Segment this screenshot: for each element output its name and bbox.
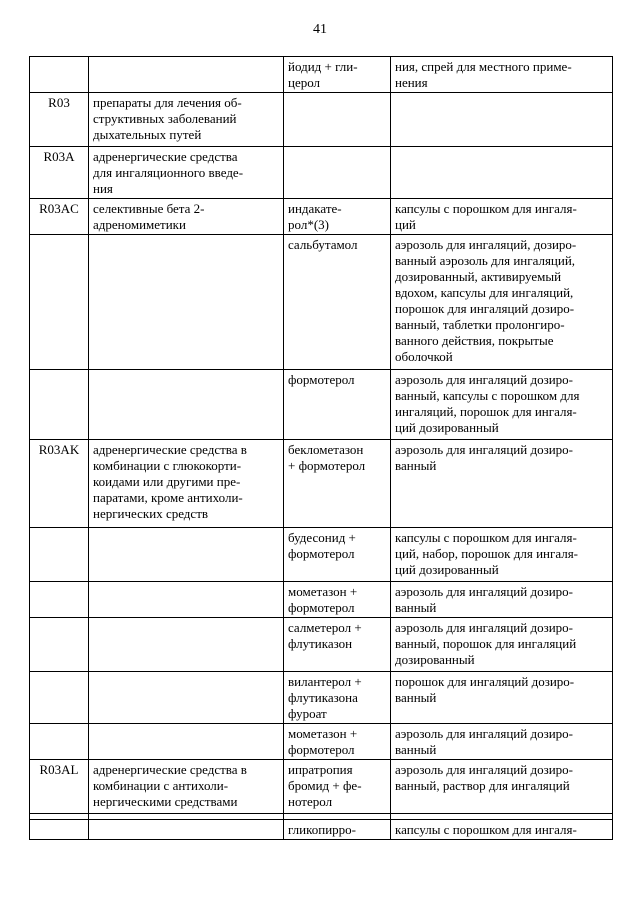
- atc-code-cell: [30, 235, 89, 370]
- table-row: [30, 370, 613, 440]
- drug-name-cell: беклометазон + формотерол: [284, 440, 391, 528]
- page-number: 41: [313, 22, 327, 37]
- drug-name-cell: формотерол: [284, 370, 391, 440]
- anatomical-group-cell: [89, 618, 284, 672]
- dosage-form-cell: [391, 93, 613, 147]
- table-row: [30, 199, 613, 235]
- dosage-form-cell: аэрозоль для ингаляций дозиро- ванный, порошок для ингаляций дозированный: [391, 618, 613, 672]
- anatomical-group-cell: [89, 370, 284, 440]
- atc-code-cell: R03AL: [30, 760, 89, 814]
- atc-code-cell: [30, 724, 89, 760]
- drug-name-cell: мометазон + формотерол: [284, 582, 391, 618]
- anatomical-group-cell: [89, 672, 284, 724]
- table-row: [30, 724, 613, 760]
- drug-name-cell: йодид + гли- церол: [284, 57, 391, 93]
- table-row: [30, 672, 613, 724]
- dosage-form-cell: порошок для ингаляций дозиро- ванный: [391, 672, 613, 724]
- atc-code-cell: [30, 618, 89, 672]
- anatomical-group-cell: [89, 582, 284, 618]
- table-row: [30, 820, 613, 840]
- anatomical-group-cell: адренергические средства в комбинации с глюкокорти- коидами или другими пре- паратами, кроме антихоли- нергических средств: [89, 440, 284, 528]
- atc-code-cell: R03AC: [30, 199, 89, 235]
- atc-code-cell: [30, 820, 89, 840]
- atc-code-cell: R03A: [30, 147, 89, 199]
- anatomical-group-cell: адренергические средства для ингаляционного введе- ния: [89, 147, 284, 199]
- drug-name-cell: [284, 147, 391, 199]
- atc-code-cell: [30, 57, 89, 93]
- drug-name-cell: будесонид + формотерол: [284, 528, 391, 582]
- anatomical-group-cell: [89, 820, 284, 840]
- atc-code-cell: [30, 528, 89, 582]
- drug-name-cell: [284, 93, 391, 147]
- dosage-form-cell: капсулы с порошком для ингаля- ций, набор, порошок для ингаля- ций дозированный: [391, 528, 613, 582]
- dosage-form-cell: аэрозоль для ингаляций дозиро- ванный: [391, 582, 613, 618]
- atc-code-cell: [30, 582, 89, 618]
- dosage-form-cell: аэрозоль для ингаляций дозиро- ванный: [391, 440, 613, 528]
- table-row: [30, 235, 613, 370]
- table-row: [30, 147, 613, 199]
- table-body: [30, 57, 613, 840]
- dosage-form-cell: ния, спрей для местного приме- нения: [391, 57, 613, 93]
- anatomical-group-cell: селективные бета 2- адреномиметики: [89, 199, 284, 235]
- dosage-form-cell: аэрозоль для ингаляций, дозиро- ванный аэрозоль для ингаляций, дозированный, активируемый вдохом, капсулы для ингаляций, порошок для ингаляций дозиро- ванный, таблетки пролонгиро- ванного действия, покрытые оболочкой: [391, 235, 613, 370]
- table-row: [30, 618, 613, 672]
- dosage-form-cell: капсулы с порошком для ингаля- ций: [391, 199, 613, 235]
- anatomical-group-cell: [89, 57, 284, 93]
- table-row: [30, 528, 613, 582]
- anatomical-group-cell: адренергические средства в комбинации с антихоли- нергическими средствами: [89, 760, 284, 814]
- dosage-form-cell: капсулы с порошком для ингаля-: [391, 820, 613, 840]
- atc-code-cell: [30, 370, 89, 440]
- anatomical-group-cell: [89, 528, 284, 582]
- drug-name-cell: гликопирро-: [284, 820, 391, 840]
- table-row: [30, 582, 613, 618]
- anatomical-group-cell: препараты для лечения об- структивных заболеваний дыхательных путей: [89, 93, 284, 147]
- dosage-form-cell: аэрозоль для ингаляций дозиро- ванный, раствор для ингаляций: [391, 760, 613, 814]
- drug-name-cell: сальбутамол: [284, 235, 391, 370]
- atc-code-cell: [30, 672, 89, 724]
- anatomical-group-cell: [89, 724, 284, 760]
- drug-table: [29, 56, 613, 840]
- anatomical-group-cell: [89, 235, 284, 370]
- drug-name-cell: салметерол + флутиказон: [284, 618, 391, 672]
- dosage-form-cell: аэрозоль для ингаляций дозиро- ванный, капсулы с порошком для ингаляций, порошок для ингаля- ций дозированный: [391, 370, 613, 440]
- table-row: [30, 760, 613, 814]
- atc-code-cell: R03: [30, 93, 89, 147]
- drug-name-cell: мометазон + формотерол: [284, 724, 391, 760]
- drug-name-cell: вилантерол + флутиказона фуроат: [284, 672, 391, 724]
- atc-code-cell: R03AK: [30, 440, 89, 528]
- table-row: [30, 440, 613, 528]
- dosage-form-cell: [391, 147, 613, 199]
- drug-name-cell: ипратропия бромид + фе- нотерол: [284, 760, 391, 814]
- drug-name-cell: индакате- рол*(3): [284, 199, 391, 235]
- table-row: [30, 57, 613, 93]
- table-row: [30, 93, 613, 147]
- dosage-form-cell: аэрозоль для ингаляций дозиро- ванный: [391, 724, 613, 760]
